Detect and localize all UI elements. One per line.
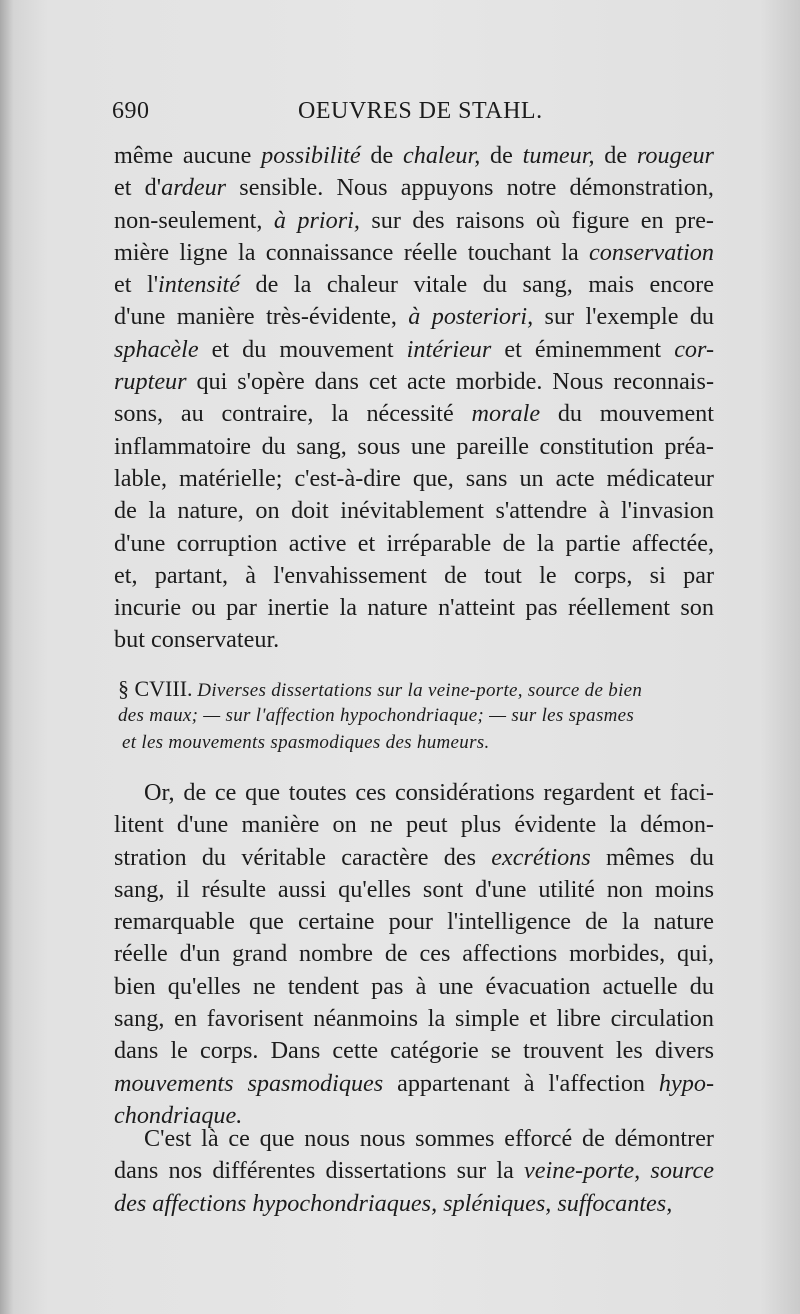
- text-line: [114, 172, 714, 204]
- text-line: [114, 269, 714, 301]
- text-run: dans le corps. Dans cette catégorie se trouvent les divers: [114, 1037, 714, 1065]
- text-run: appartenant à l'affection: [383, 1069, 659, 1097]
- text-line: [114, 1003, 714, 1035]
- italic-run: intérieur: [406, 335, 492, 363]
- text-line: [114, 624, 714, 656]
- italic-run: des affections hypochondriaques, spléniques, suffocantes,: [114, 1189, 673, 1217]
- section-title-line-1: Diverses dissertations sur la veine-porte, source de bien: [197, 680, 643, 701]
- italic-run: rougeur: [636, 142, 714, 169]
- text-run: bien qu'elles ne tendent pas à une évacuation actuelle du: [114, 972, 714, 1000]
- text-run: dans nos différentes dissertations sur la: [114, 1157, 525, 1185]
- text-line: [114, 777, 714, 809]
- italic-run: mouvements spasmodiques: [114, 1069, 384, 1097]
- text-line: [114, 1188, 714, 1220]
- text-line: [114, 809, 714, 841]
- italic-run: ardeur: [161, 174, 227, 202]
- text-run: stration du véritable caractère des: [114, 843, 492, 871]
- text-run: sons, au contraire, la nécessité: [114, 400, 472, 428]
- paragraph-1: [114, 140, 714, 657]
- text-line: [114, 398, 714, 430]
- text-run: inflammatoire du sang, sous une pareille constitution préa-: [114, 432, 714, 460]
- italic-run: à priori,: [273, 206, 360, 234]
- text-run: réelle d'un grand nombre de ces affections morbides, qui,: [114, 940, 714, 968]
- paragraph-3: [114, 1123, 714, 1220]
- text-run: remarquable que certaine pour l'intelligence de la nature: [114, 908, 714, 936]
- italic-run: morale: [471, 400, 541, 428]
- text-run: lable, matérielle; c'est-à-dire que, sans un acte médicateur: [114, 464, 714, 492]
- text-run: et, partant, à l'envahissement de tout le corps, si par: [114, 561, 714, 589]
- text-run: de: [594, 142, 637, 169]
- text-run: et l': [114, 271, 159, 299]
- text-line: [114, 431, 714, 463]
- text-line: [114, 366, 714, 398]
- text-line: [114, 938, 714, 970]
- section-heading-line-1: [118, 675, 718, 702]
- text-line: [114, 205, 714, 237]
- text-run: litent d'une manière on ne peut plus évidente la démon-: [114, 811, 714, 839]
- text-line: [114, 1155, 714, 1187]
- italic-run: sphacèle: [114, 335, 199, 363]
- text-run: but conservateur.: [114, 626, 280, 654]
- section-heading: [118, 675, 718, 756]
- text-line: [114, 1123, 714, 1155]
- paragraph-2: [114, 777, 714, 1132]
- text-line: [114, 334, 714, 366]
- text-line: [114, 495, 714, 527]
- text-run: et éminemment: [491, 335, 675, 363]
- italic-run: à posteriori,: [408, 303, 534, 331]
- text-run: de: [480, 142, 523, 169]
- text-line: [114, 1068, 714, 1100]
- italic-run: intensité: [158, 271, 240, 299]
- italic-run: chondriaque.: [114, 1101, 243, 1129]
- text-line: [114, 237, 714, 269]
- text-run: incurie ou par inertie la nature n'atteint pas réellement son: [114, 594, 714, 622]
- text-line: [114, 906, 714, 938]
- section-title-line-3: et les mouvements spasmodiques des humeurs.: [122, 732, 490, 753]
- text-run: sur l'exemple du: [533, 303, 715, 331]
- text-run: Or, de ce que toutes ces considérations regardent et faci-: [144, 779, 714, 806]
- running-header: [112, 98, 712, 132]
- text-line: [114, 463, 714, 495]
- italic-run: veine-porte, source: [524, 1157, 714, 1185]
- italic-run: chaleur,: [403, 142, 481, 169]
- section-title-line-2: des maux; — sur l'affection hypochondriaque; — sur les spasmes: [118, 705, 635, 726]
- text-line: [114, 874, 714, 906]
- italic-run: tumeur,: [522, 142, 595, 169]
- text-run: de: [360, 142, 403, 169]
- text-line: [114, 842, 714, 874]
- page-gutter-shadow: [0, 0, 14, 1314]
- text-run: non-seulement,: [114, 206, 274, 234]
- text-line: [114, 971, 714, 1003]
- text-run: de la chaleur vitale du sang, mais encore: [240, 271, 714, 299]
- text-run: sang, en favorisent néanmoins la simple et libre circulation: [114, 1005, 714, 1033]
- text-run: mêmes du: [590, 843, 714, 871]
- text-run: et du mouvement: [198, 335, 407, 363]
- text-run: sur des raisons où figure en pre-: [359, 206, 714, 234]
- page-number: 690: [112, 98, 150, 124]
- italic-run: conservation: [589, 238, 714, 266]
- running-title: OEUVRES DE STAHL.: [298, 98, 543, 124]
- italic-run: cor-: [674, 335, 714, 363]
- text-line: [114, 560, 714, 592]
- text-run: sensible. Nous appuyons notre démonstration,: [226, 174, 714, 202]
- italic-run: possibilité: [261, 142, 361, 169]
- text-line: [114, 140, 714, 172]
- text-run: de la nature, on doit inévitablement s'attendre à l'invasion: [114, 497, 714, 525]
- text-run: C'est là ce que nous nous sommes efforcé de démontrer: [144, 1125, 714, 1152]
- text-run: et d': [114, 174, 162, 202]
- text-line: [114, 592, 714, 624]
- italic-run: excrétions: [491, 843, 591, 871]
- italic-run: rupteur: [114, 368, 187, 396]
- text-run: qui s'opère dans cet acte morbide. Nous reconnais-: [186, 368, 714, 396]
- text-line: [114, 528, 714, 560]
- text-run: d'une corruption active et irréparable de la partie affectée,: [114, 529, 714, 557]
- text-line: [114, 301, 714, 333]
- text-run: sang, il résulte aussi qu'elles sont d'une utilité non moins: [114, 875, 714, 903]
- text-line: [114, 1035, 714, 1067]
- section-number: § CVIII.: [118, 676, 193, 701]
- text-run: du mouvement: [540, 400, 714, 428]
- text-run: même aucune: [114, 142, 262, 169]
- italic-run: hypo-: [658, 1069, 714, 1097]
- text-run: d'une manière très-évidente,: [114, 303, 409, 331]
- text-run: mière ligne la connaissance réelle touchant la: [114, 238, 590, 266]
